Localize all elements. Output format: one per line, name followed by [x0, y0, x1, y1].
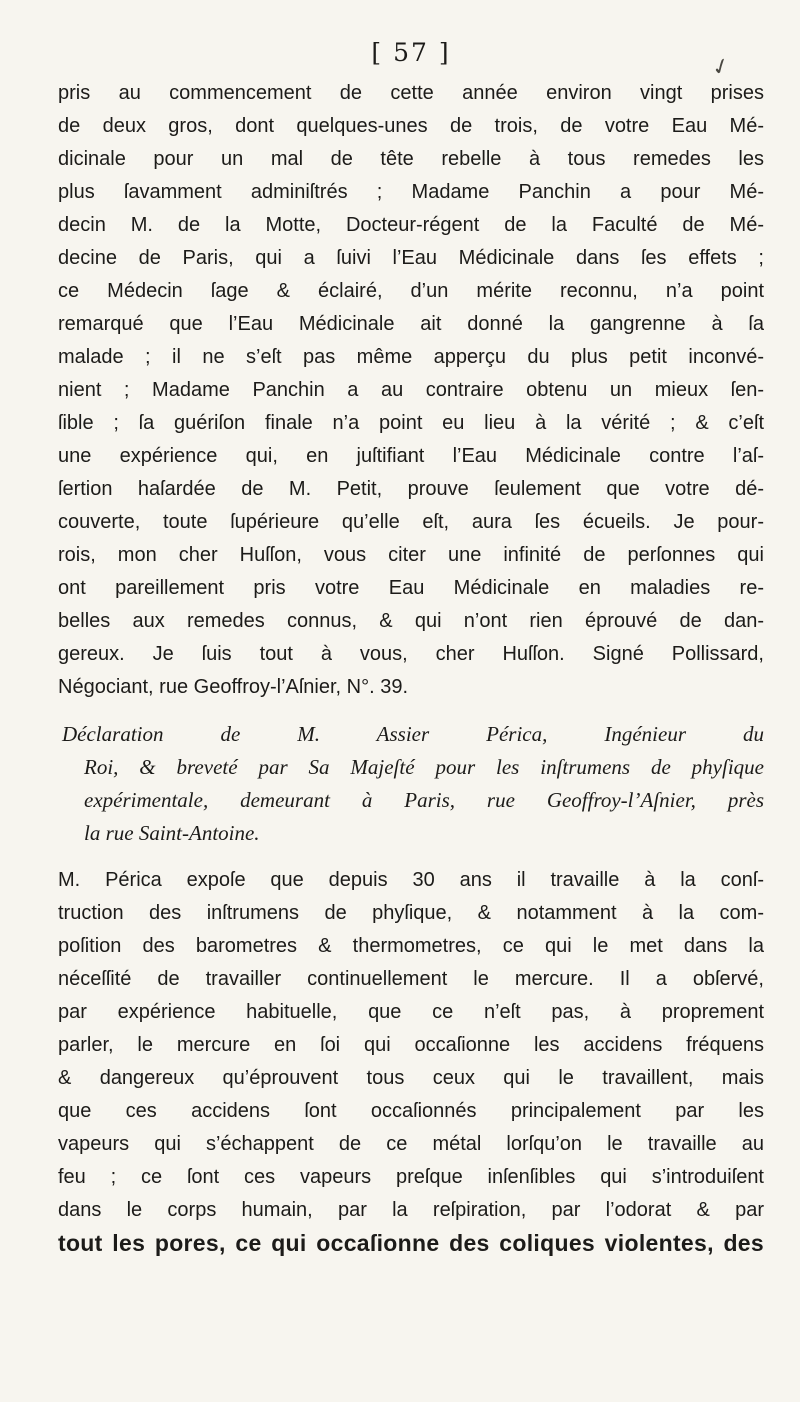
text-line: couverte, toute ſupérieure qu’elle eſt, aura ſes écueils. Je pour-	[58, 511, 764, 533]
text-line: ſible ; ſa guériſon finale n’a point eu lieu à la vérité ; & c’eſt	[58, 412, 764, 434]
text-line: dans le corps humain, par la reſpiration, par l’odorat & par	[58, 1199, 764, 1221]
section-heading	[58, 718, 764, 850]
text-line: Négociant, rue Geoffroy-l’Aſnier, N°. 39.	[58, 676, 409, 698]
text-line: ce Médecin ſage & éclairé, d’un mérite reconnu, n’a point	[58, 280, 764, 302]
check-mark-icon: ✓	[708, 52, 735, 83]
text-line: decine de Paris, qui a ſuivi l’Eau Médicinale dans ſes effets ;	[58, 247, 764, 269]
text-line: poſition des barometres & thermometres, ce qui le met dans la	[58, 935, 764, 957]
heading-line: Roi, & breveté par Sa Majeſté pour les inſtrumens de phyſique	[84, 755, 764, 779]
text-line: de deux gros, dont quelques-unes de trois, de votre Eau Mé-	[58, 115, 764, 137]
text-line: par expérience habituelle, que ce n’eſt pas, à proprement	[58, 1001, 764, 1023]
heading-line: la rue Saint-Antoine.	[84, 821, 260, 845]
text-line: que ces accidens ſont occaſionnés principalement par les	[58, 1100, 764, 1122]
text-line: malade ; il ne s’eſt pas même apperçu du plus petit inconvé-	[58, 346, 764, 368]
text-line: decin M. de la Motte, Docteur-régent de la Faculté de Mé-	[58, 214, 764, 236]
text-line: vapeurs qui s’échappent de ce métal lorſqu’on le travaille au	[58, 1133, 764, 1155]
text-line: pris au commencement de cette année environ vingt prises	[58, 82, 764, 104]
text-line: nient ; Madame Panchin a au contraire obtenu un mieux ſen-	[58, 379, 764, 401]
text-line: une expérience qui, en juſtifiant l’Eau Médicinale contre l’aſ-	[58, 445, 764, 467]
text-line: tout les pores, ce qui occaſionne des coliques violentes, des	[58, 1230, 764, 1256]
paragraph-letter	[58, 77, 764, 704]
text-line: belles aux remedes connus, & qui n’ont rien éprouvé de dan-	[58, 610, 764, 632]
text-line: dicinale pour un mal de tête rebelle à tous remedes les	[58, 148, 764, 170]
heading-line: Déclaration de M. Assier Périca, Ingénieur du	[62, 722, 764, 746]
text-line: remarqué que l’Eau Médicinale ait donné la gangrenne à ſa	[58, 313, 764, 335]
text-line: truction des inſtrumens de phyſique, & notamment à la com-	[58, 902, 764, 924]
text-line: plus ſavamment adminiſtrés ; Madame Panchin a pour Mé-	[58, 181, 764, 203]
page-number: [ 57 ]	[371, 38, 451, 67]
text-line: ſertion haſardée de M. Petit, prouve ſeulement que votre dé-	[58, 478, 764, 500]
text-line: ont pareillement pris votre Eau Médicinale en maladies re-	[58, 577, 764, 599]
text-line: néceſſité de travailler continuellement le mercure. Il a obſervé,	[58, 968, 764, 990]
text-line: & dangereux qu’éprouvent tous ceux qui le travaillent, mais	[58, 1067, 764, 1089]
text-line: rois, mon cher Huſſon, vous citer une infinité de perſonnes qui	[58, 544, 764, 566]
heading-continuation	[58, 751, 764, 850]
paragraph-declaration	[58, 864, 764, 1260]
text-line: feu ; ce ſont ces vapeurs preſque inſenſibles qui s’introduiſent	[58, 1166, 764, 1188]
text-line: gereux. Je ſuis tout à vous, cher Huſſon. Signé Pollissard,	[58, 643, 764, 665]
text-line: parler, le mercure en ſoi qui occaſionne les accidens fréquens	[58, 1034, 764, 1056]
text-line: M. Périca expoſe que depuis 30 ans il travaille à la conſ-	[58, 869, 764, 891]
heading-line: expérimentale, demeurant à Paris, rue Geoffroy-l’Aſnier, près	[84, 788, 764, 812]
